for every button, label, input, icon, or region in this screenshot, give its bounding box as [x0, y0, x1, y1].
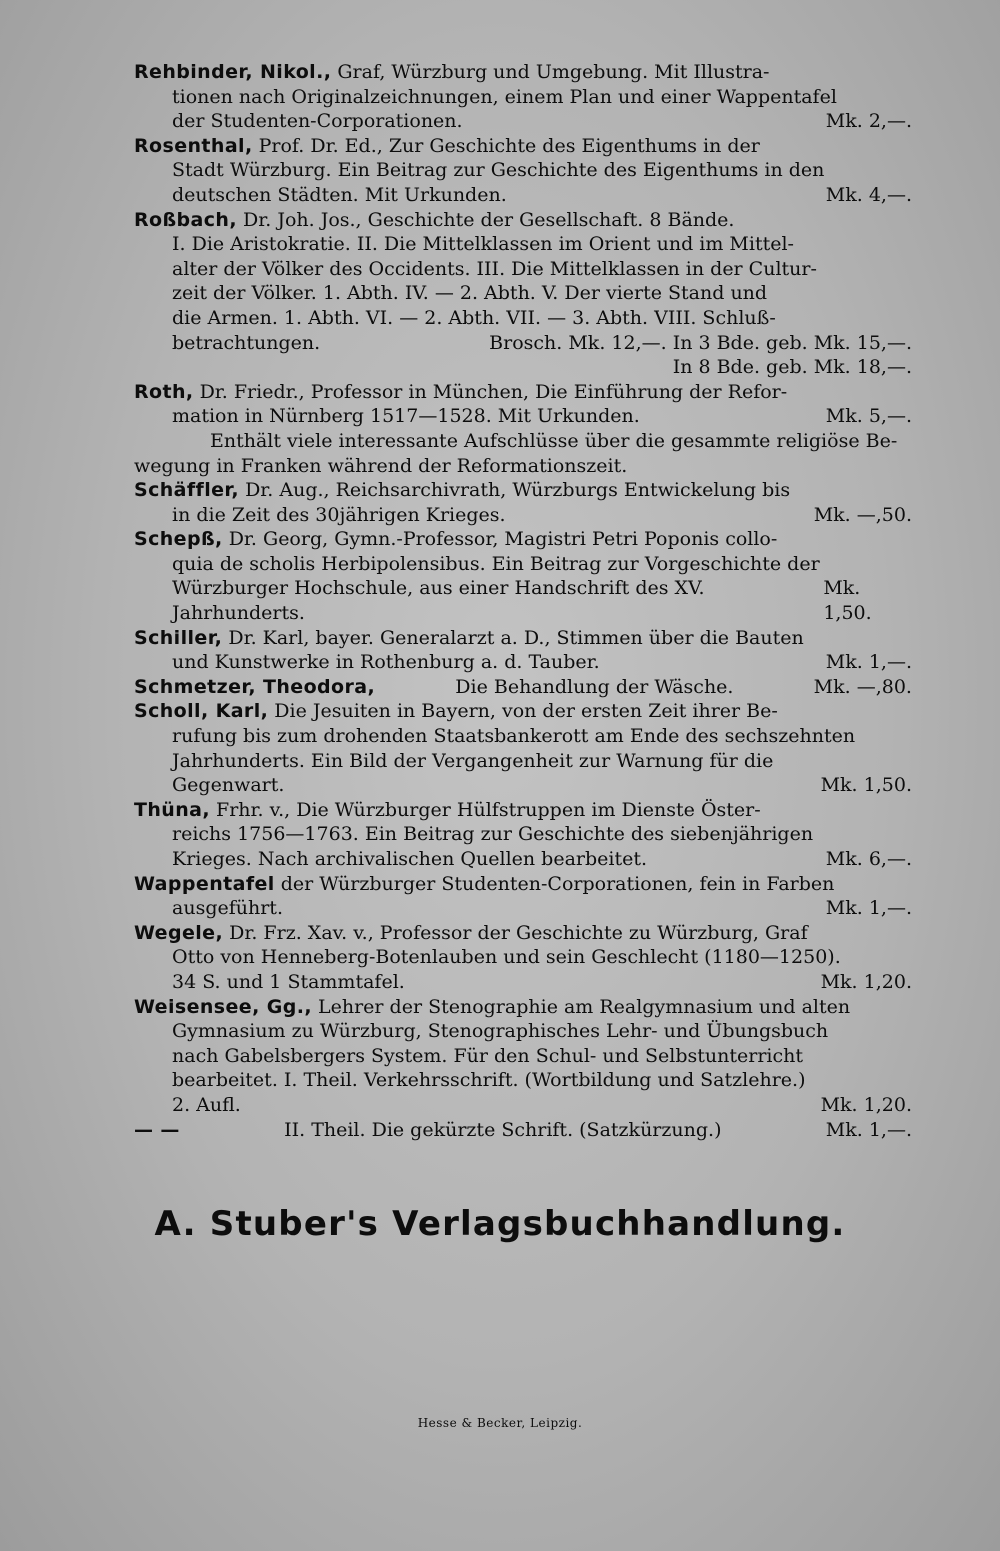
entry-line — [134, 896, 912, 921]
entry-price: Mk. 1,—. — [825, 1118, 912, 1141]
entry-text: Dr. Georg, Gymn.-Professor, Magistri Petri Poponis collo- — [228, 528, 778, 551]
printer-imprint: Hesse & Becker, Leipzig. — [417, 1416, 583, 1430]
entry-author: Weisensee, Gg., — [134, 995, 312, 1018]
entry-text: mation in Nürnberg 1517—1528. Mit Urkunden. — [172, 405, 640, 428]
entry-text: ausgeführt. — [172, 897, 283, 920]
entry-text: die Armen. 1. Abth. VI. — 2. Abth. VII. — 3. Abth. VIII. Schluß- — [172, 306, 776, 329]
entry-line — [134, 281, 912, 306]
entry-author: Wappentafel — [134, 872, 275, 895]
entry-text: nach Gabelsbergers System. Für den Schul- und Selbstunterricht — [172, 1044, 804, 1067]
catalog-entry — [134, 60, 912, 134]
entry-text: Die Jesuiten in Bayern, von der ersten Zeit ihrer Be- — [274, 700, 778, 723]
entry-price: Mk. —,50. — [813, 503, 912, 526]
catalog-entry — [134, 380, 912, 478]
entry-first-line — [134, 208, 912, 233]
entry-line — [134, 306, 912, 331]
entry-text: Dr. Frz. Xav. v., Professor der Geschichte zu Würzburg, Graf — [229, 921, 808, 944]
entry-text: Gegenwart. — [172, 774, 285, 797]
entry-text: in die Zeit des 30jährigen Krieges. — [172, 503, 506, 526]
entry-line — [134, 945, 912, 970]
entry-price: Mk. 1,50. — [823, 577, 872, 625]
entry-line — [134, 331, 912, 356]
entry-text: Dr. Karl, bayer. Generalarzt a. D., Stimmen über die Bauten — [228, 626, 804, 649]
entry-text: der Studenten-Corporationen. — [172, 110, 463, 133]
entry-note: Enthält viele interessante Aufschlüsse über die gesammte religiöse Be- — [210, 429, 898, 452]
entry-text: der Würzburger Studenten-Corporationen, fein in Farben — [280, 872, 835, 895]
catalog-entry — [134, 699, 912, 797]
entry-first-line — [134, 134, 912, 159]
entry-first-line — [134, 1118, 912, 1143]
entry-first-line — [134, 675, 912, 700]
catalog-entry — [134, 527, 912, 625]
publisher-imprint: A. Stuber's Verlagsbuchhandlung. — [154, 1204, 846, 1244]
entry-price: Mk. 5,—. — [825, 405, 912, 428]
entry-line — [134, 650, 912, 675]
catalog-entry — [134, 798, 912, 872]
entry-text: Würzburger Hochschule, aus einer Handschrift des XV. Jahrhunderts. — [172, 577, 705, 625]
catalog-entry — [134, 626, 912, 675]
entry-line — [134, 503, 912, 528]
entry-price: Mk. 6,—. — [825, 848, 912, 870]
entry-price: Mk. 2,—. — [825, 110, 912, 133]
entry-text: rufung bis zum drohenden Staatsbankerott am Ende des sechszehnten — [172, 725, 856, 748]
entry-line — [134, 749, 912, 774]
entry-text: deutschen Städten. Mit Urkunden. — [172, 183, 507, 206]
entry-line — [134, 109, 912, 134]
entry-author: Schepß, — [134, 528, 223, 551]
catalog-entry — [134, 134, 912, 208]
entry-first-line — [134, 626, 912, 651]
catalog-list — [134, 60, 912, 1142]
entry-text: tionen nach Originalzeichnungen, einem Plan und einer Wappentafel — [172, 85, 837, 108]
entry-author: Wegele, — [134, 921, 224, 944]
entry-line — [134, 576, 912, 625]
entry-text: Gymnasium zu Würzburg, Stenographisches Lehr- und Übungsbuch — [172, 1020, 829, 1043]
entry-price: Mk. 1,20. — [820, 1093, 912, 1116]
entry-text: bearbeitet. I. Theil. Verkehrsschrift. (Wortbildung und Satzlehre.) — [172, 1069, 806, 1092]
entry-line — [134, 85, 912, 110]
entry-price: Mk. 1,—. — [825, 897, 912, 920]
entry-text: Dr. Friedr., Professor in München, Die Einführung der Refor- — [199, 380, 788, 403]
entry-price: Brosch. Mk. 12,—. In 3 Bde. geb. Mk. 15,—. — [489, 331, 912, 354]
catalog-entry — [134, 675, 912, 700]
entry-line — [134, 970, 912, 995]
entry-price: Mk. —,80. — [813, 675, 912, 698]
entry-text: quia de scholis Herbipolensibus. Ein Beitrag zur Vorgeschichte der — [172, 552, 820, 575]
entry-text: 2. Aufl. — [172, 1093, 241, 1116]
entry-first-line — [134, 921, 912, 946]
entry-first-line — [134, 872, 912, 897]
entry-text: Graf, Würzburg und Umgebung. Mit Illustra- — [337, 61, 770, 83]
catalog-entry — [134, 872, 912, 921]
entry-line — [134, 773, 912, 798]
catalog-entry — [134, 478, 912, 527]
entry-author: Rehbinder, Nikol., — [134, 61, 332, 83]
entry-text: betrachtungen. — [172, 331, 321, 354]
entry-author: Schmetzer, Theodora, — [134, 675, 376, 698]
entry-text: I. Die Aristokratie. II. Die Mittelklassen im Orient und im Mittel- — [172, 233, 794, 256]
entry-text: und Kunstwerke in Rothenburg a. d. Tauber. — [172, 651, 600, 674]
catalog-entry — [134, 995, 912, 1118]
entry-text: Frhr. v., Die Würzburger Hülfstruppen im Dienste Öster- — [216, 798, 761, 821]
entry-line — [134, 552, 912, 577]
entry-author: — — — [134, 1118, 180, 1141]
entry-line — [134, 724, 912, 749]
entry-text: Lehrer der Stenographie am Realgymnasium und alten — [318, 995, 851, 1018]
entry-price-extra: In 8 Bde. geb. Mk. 18,—. — [672, 356, 912, 379]
entry-price: Mk. 1,—. — [825, 651, 912, 674]
entry-text: Die Behandlung der Wäsche. — [455, 675, 734, 698]
entry-text: Jahrhunderts. Ein Bild der Vergangenheit zur Warnung für die — [172, 749, 774, 772]
entry-text: Prof. Dr. Ed., Zur Geschichte des Eigenthums in der — [258, 134, 760, 157]
entry-text: Dr. Joh. Jos., Geschichte der Gesellschaft. 8 Bände. — [243, 208, 735, 231]
catalog-entry — [134, 921, 912, 995]
entry-line — [134, 822, 912, 847]
entry-line — [134, 257, 912, 282]
entry-first-line — [134, 527, 912, 552]
entry-text: Otto von Henneberg-Botenlauben und sein Geschlecht (1180—1250). — [172, 946, 841, 969]
entry-line — [134, 158, 912, 183]
catalog-entry — [134, 1118, 912, 1143]
entry-price: Mk. 4,—. — [825, 183, 912, 206]
entry-first-line — [134, 699, 912, 724]
entry-line — [134, 847, 912, 872]
entry-price: Mk. 1,20. — [820, 970, 912, 993]
entry-first-line — [134, 478, 912, 503]
entry-author: Roth, — [134, 380, 194, 403]
entry-text: 34 S. und 1 Stammtafel. — [172, 970, 405, 993]
entry-first-line — [134, 380, 912, 405]
entry-line — [134, 1019, 912, 1044]
entry-note: wegung in Franken während der Reformationszeit. — [134, 454, 628, 477]
entry-author: Thüna, — [134, 798, 210, 821]
entry-text: II. Theil. Die gekürzte Schrift. (Satzkürzung.) — [284, 1118, 722, 1141]
entry-first-line — [134, 60, 912, 85]
entry-first-line — [134, 798, 912, 823]
entry-author: Rosenthal, — [134, 134, 253, 157]
entry-text: zeit der Völker. 1. Abth. IV. — 2. Abth. V. Der vierte Stand und — [172, 282, 768, 305]
entry-line — [134, 1044, 912, 1069]
entry-price: Mk. 1,50. — [820, 774, 912, 797]
catalog-entry — [134, 208, 912, 380]
entry-author: Roßbach, — [134, 208, 237, 231]
entry-author: Schiller, — [134, 626, 223, 649]
entry-author: Schäffler, — [134, 479, 240, 502]
entry-text: Krieges. Nach archivalischen Quellen bearbeitet. — [172, 848, 648, 870]
entry-text: Stadt Würzburg. Ein Beitrag zur Geschichte des Eigenthums in den — [172, 159, 825, 182]
entry-line — [134, 404, 912, 429]
entry-line — [134, 183, 912, 208]
entry-first-line — [134, 995, 912, 1020]
entry-author: Scholl, Karl, — [134, 700, 269, 723]
entry-line — [134, 232, 912, 257]
entry-text: alter der Völker des Occidents. III. Die Mittelklassen in der Cultur- — [172, 257, 817, 280]
entry-line — [134, 1093, 912, 1118]
entry-line — [134, 1068, 912, 1093]
entry-text: reichs 1756—1763. Ein Beitrag zur Geschichte des siebenjährigen — [172, 823, 814, 846]
entry-text: Dr. Aug., Reichsarchivrath, Würzburgs Entwickelung bis — [245, 479, 791, 502]
